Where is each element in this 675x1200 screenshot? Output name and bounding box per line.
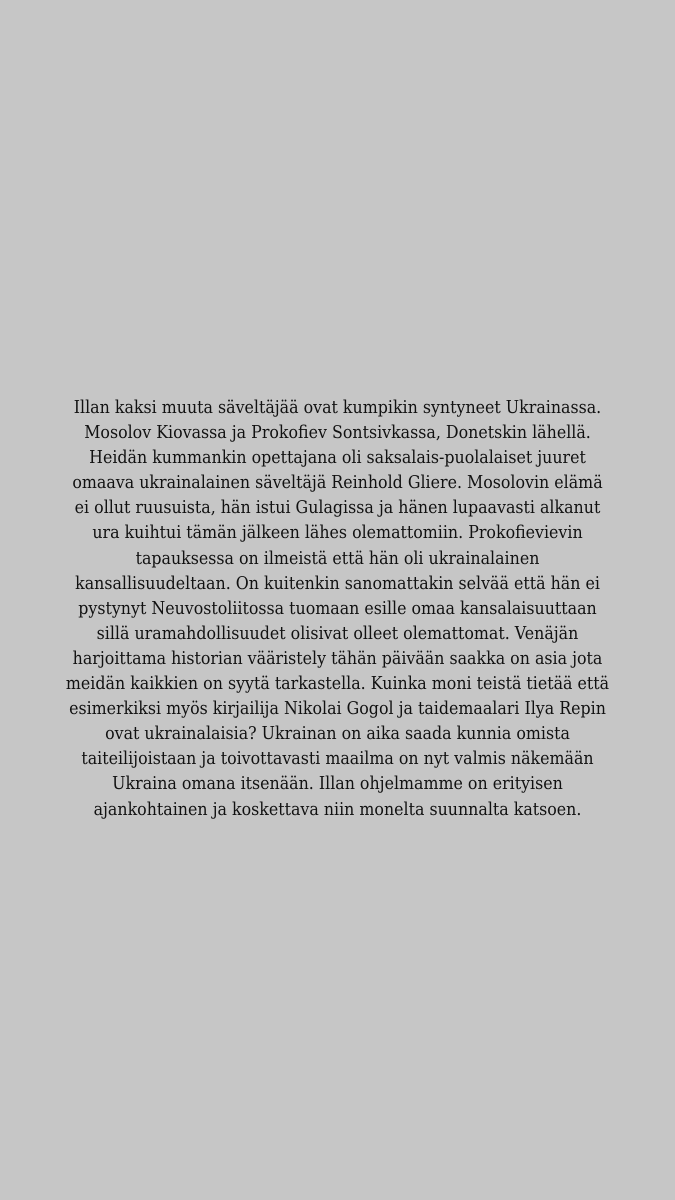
story-line: ura kuihtui tämän jälkeen lähes olemattomiin. Prokofievievin — [92, 522, 583, 544]
story-line: sillä uramahdollisuudet olisivat olleet olemattomat. Venäjän — [96, 622, 579, 644]
story-line: ei ollut ruusuista, hän istui Gulagissa ja hänen lupaavasti alkanut — [74, 497, 601, 519]
story-line: taiteilijoistaan ja toivottavasti maailma on nyt valmis näkemään — [81, 748, 594, 770]
story-line: meidän kaikkien on syytä tarkastella. Kuinka moni teistä tietää että — [65, 673, 610, 695]
story-line: tapauksessa on ilmeistä että hän oli ukrainalainen — [135, 547, 540, 569]
story-line: Illan kaksi muuta säveltäjää ovat kumpikin syntyneet Ukrainassa. — [73, 397, 602, 418]
story-line: Mosolov Kiovassa ja Prokofiev Sontsivkassa, Donetskin lähellä. — [84, 422, 591, 444]
story-line: ovat ukrainalaisia? Ukrainan on aika saada kunnia omista — [105, 723, 570, 745]
story-line: omaava ukrainalainen säveltäjä Reinhold Gliere. Mosolovin elämä — [72, 472, 603, 494]
story-line: pystynyt Neuvostoliitossa tuomaan esille omaa kansalaisuuttaan — [78, 597, 597, 619]
story-line: harjoittama historian vääristely tähän päivään saakka on asia jota — [72, 647, 603, 669]
story-line: Ukraina omana itsenään. Illan ohjelmamme on erityisen — [112, 773, 563, 795]
story-line: ajankohtainen ja koskettava niin monelta suunnalta katsoen. — [93, 798, 582, 820]
story-line: esimerkiksi myös kirjailija Nikolai Gogol ja taidemaalari Ilya Repin — [69, 698, 606, 720]
story-line: Heidän kummankin opettajana oli saksalais-puolalaiset juuret — [89, 447, 586, 469]
story-line: kansallisuudeltaan. On kuitenkin sanomattakin selvää että hän ei — [75, 572, 600, 594]
